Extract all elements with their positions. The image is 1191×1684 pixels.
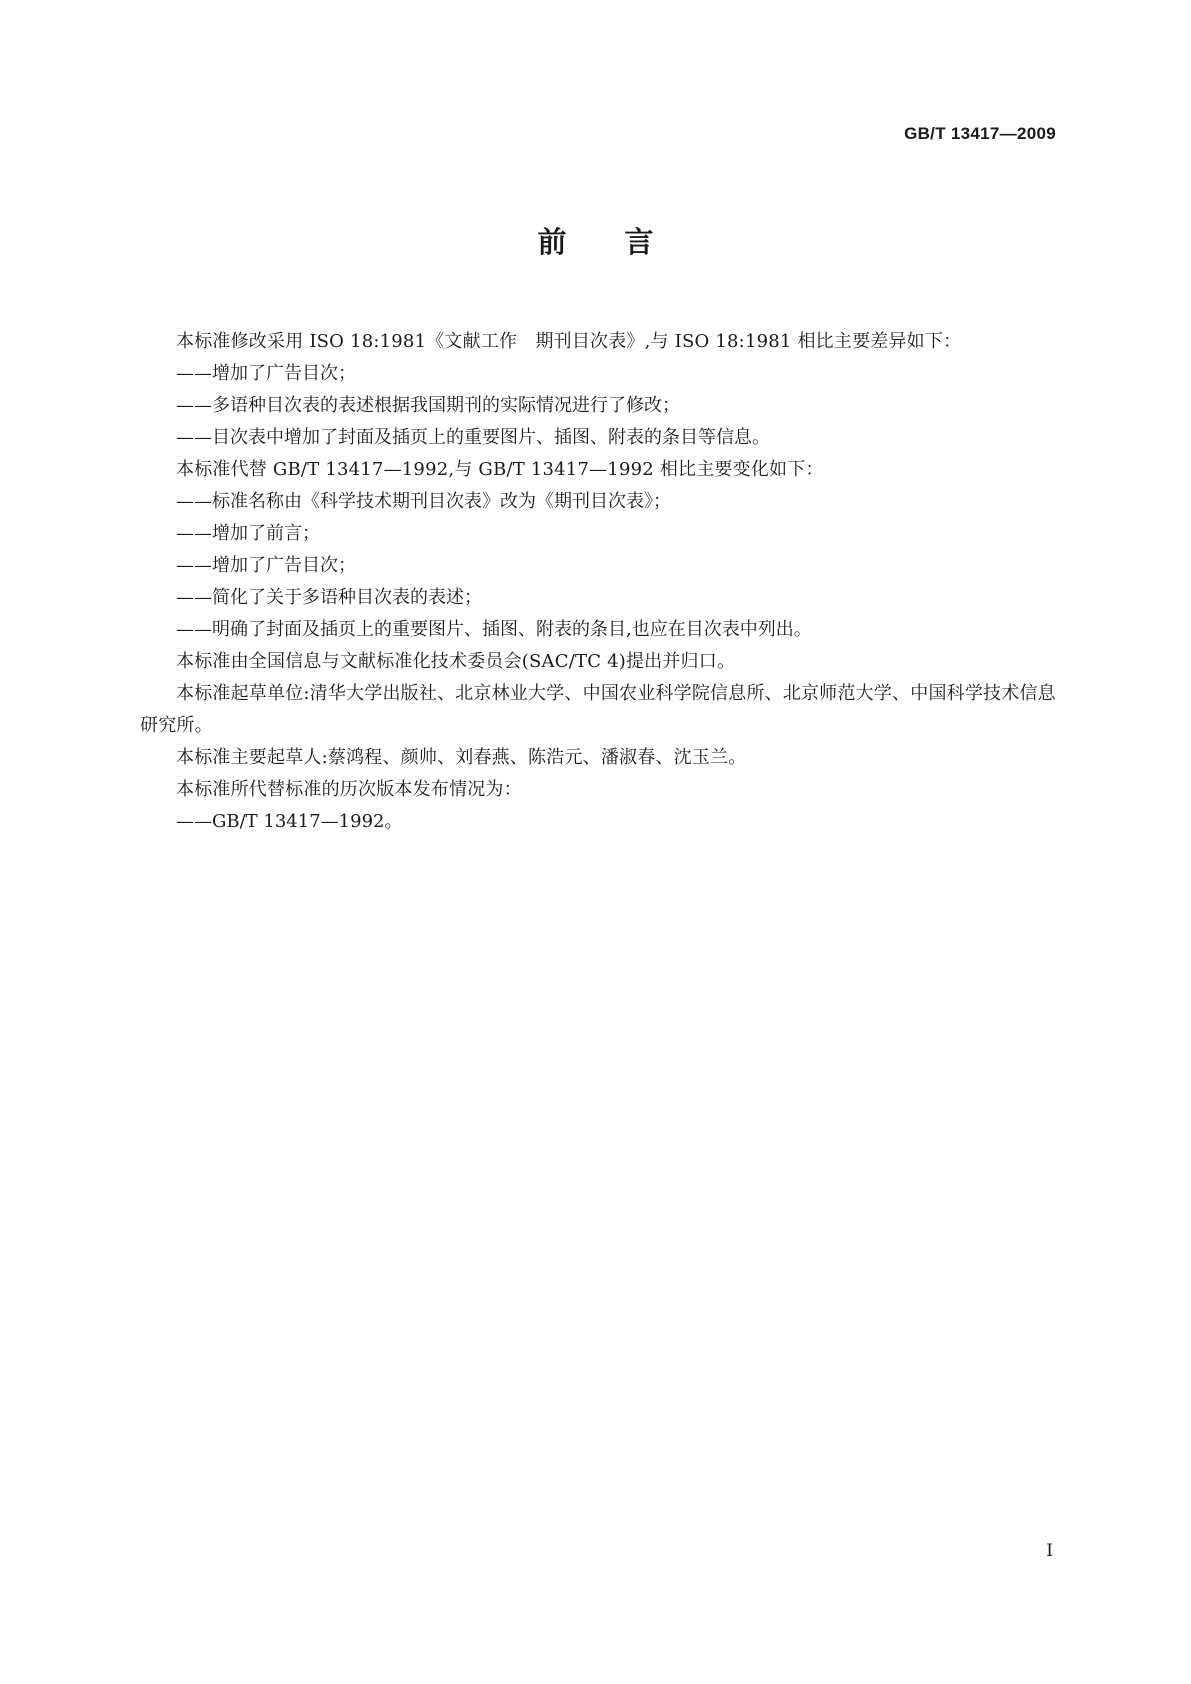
standard-number: GB/T 13417—2009 [904, 124, 1056, 143]
page-number: I [1046, 1541, 1053, 1561]
preface-body [140, 326, 1066, 838]
paragraph-drafting-units: 本标准起草单位:清华大学出版社、北京林业大学、中国农业科学院信息所、北京师范大学、中国科学技术信息研究所。 [140, 683, 1056, 736]
list-item: ——目次表中增加了封面及插页上的重要图片、插图、附表的条目等信息。 [176, 427, 770, 448]
paragraph-version-history: 本标准所代替标准的历次版本发布情况为： [176, 779, 522, 800]
list-item: ——增加了广告目次； [176, 363, 356, 384]
list-item: ——增加了前言； [176, 523, 320, 544]
list-item: ——简化了关于多语种目次表的表述； [176, 587, 482, 608]
paragraph-replacement: 本标准代替 GB/T 13417—1992,与 GB/T 13417—1992 相比主要变化如下： [176, 459, 824, 480]
list-item: ——GB/T 13417—1992。 [176, 811, 403, 832]
paragraph-adoption: 本标准修改采用 ISO 18:1981《文献工作 期刊目次表》,与 ISO 18:1981 相比主要差异如下： [176, 331, 962, 352]
paragraph-drafters: 本标准主要起草人:蔡鸿程、颜帅、刘春燕、陈浩元、潘淑春、沈玉兰。 [176, 747, 747, 768]
page-title: 前言 [537, 225, 712, 259]
list-item: ——明确了封面及插页上的重要图片、插图、附表的条目,也应在目次表中列出。 [176, 619, 812, 640]
paragraph-proposer: 本标准由全国信息与文献标准化技术委员会(SAC/TC 4)提出并归口。 [176, 651, 736, 672]
list-item: ——多语种目次表的表述根据我国期刊的实际情况进行了修改； [176, 395, 680, 416]
list-item: ——标准名称由《科学技术期刊目次表》改为《期刊目次表》； [176, 491, 671, 512]
list-item: ——增加了广告目次； [176, 555, 356, 576]
